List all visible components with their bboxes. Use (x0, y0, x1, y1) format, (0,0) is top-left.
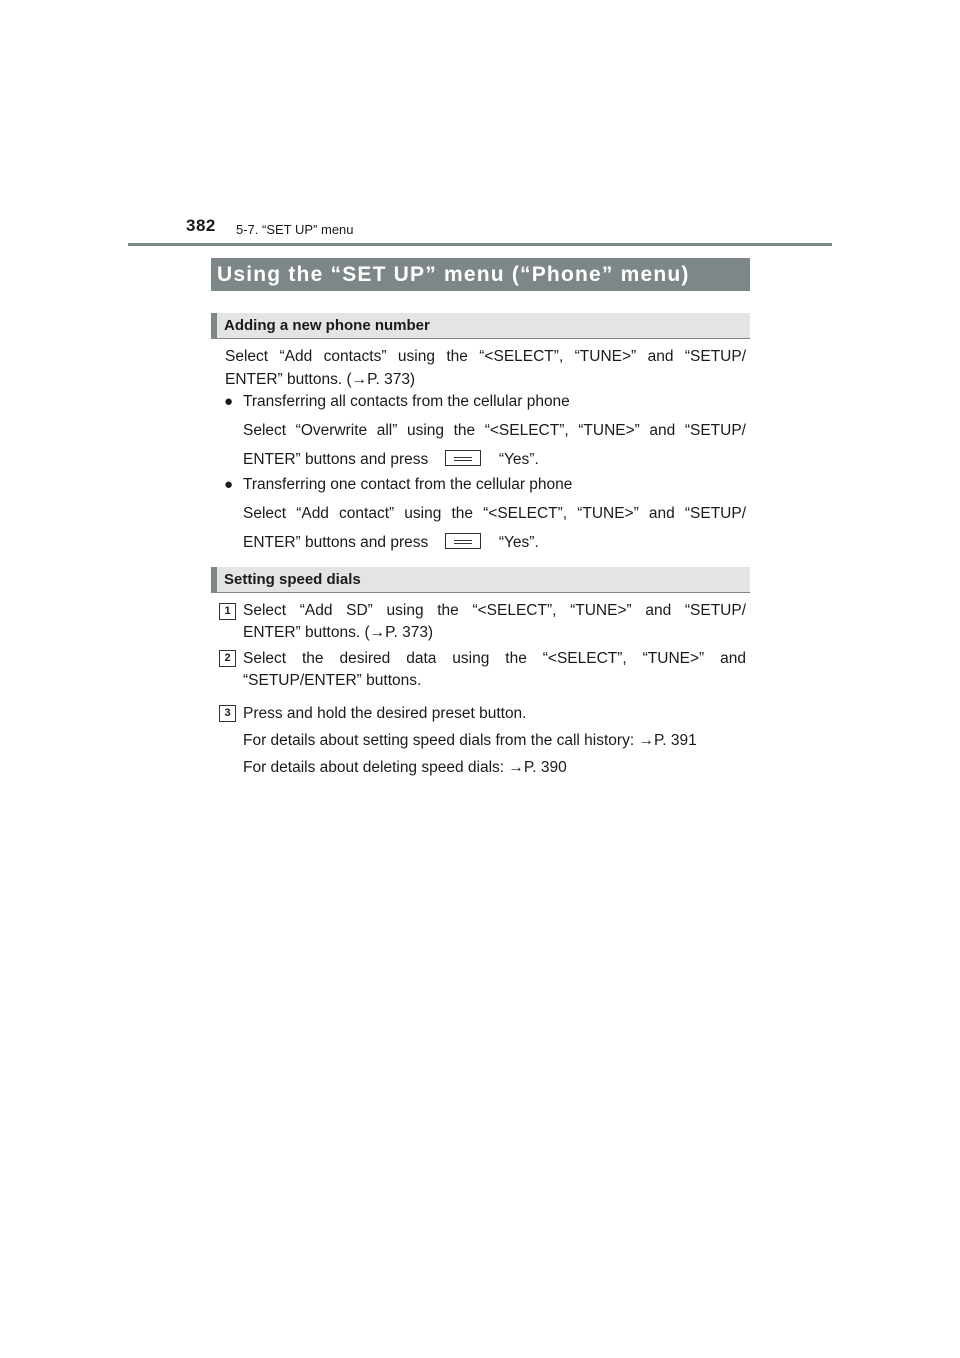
bullet-icon: ● (224, 476, 234, 493)
bullet-one-line2 (243, 532, 539, 554)
section-title: Using the “SET UP” menu (“Phone” menu) (211, 258, 750, 291)
bullet-all-line2 (243, 449, 539, 471)
bullet-title-all: Transferring all contacts from the cellular phone (243, 393, 570, 410)
step-number-1: 1 (219, 603, 236, 620)
bullet-icon: ● (224, 393, 234, 410)
bullet-one-line1: Select “Add contact” using the “<SELECT”, “TUNE>” and “SETUP/ (243, 505, 746, 522)
phone-hangup-button-icon (445, 450, 481, 466)
adding-intro-line1: Select “Add contacts” using the “<SELECT”, “TUNE>” and “SETUP/ (225, 348, 746, 365)
step-number-2: 2 (219, 650, 236, 667)
step-1-line1: Select “Add SD” using the “<SELECT”, “TUNE>” and “SETUP/ (243, 602, 746, 619)
step-number-3: 3 (219, 705, 236, 722)
bullet-one-line2-text: ENTER” buttons and press (243, 534, 429, 551)
bullet-one-yes: “Yes”. (498, 534, 539, 551)
step-3-note-deleting: For details about deleting speed dials: →P. 390 (243, 759, 567, 776)
step-1-line2: ENTER” buttons. (→P. 373) (243, 624, 434, 641)
bullet-all-line1: Select “Overwrite all” using the “<SELECT”, “TUNE>” and “SETUP/ (243, 422, 746, 439)
bullet-title-one: Transferring one contact from the cellular phone (243, 476, 573, 493)
step-2-line1: Select the desired data using the “<SELECT”, “TUNE>” and (243, 650, 746, 667)
bullet-all-yes: “Yes”. (498, 451, 539, 468)
page-number: 382 (186, 216, 216, 235)
subsection-heading-adding: Adding a new phone number (211, 313, 750, 339)
step-3-line1: Press and hold the desired preset button. (243, 705, 527, 722)
bullet-all-line2-text: ENTER” buttons and press (243, 451, 429, 468)
step-3-note-call-history: For details about setting speed dials from the call history: →P. 391 (243, 732, 697, 749)
phone-hangup-button-icon (445, 533, 481, 549)
header-divider (128, 243, 832, 246)
subsection-heading-speed-dials: Setting speed dials (211, 567, 750, 593)
adding-intro-line2: ENTER” buttons. (→P. 373) (225, 371, 416, 388)
section-breadcrumb: 5-7. “SET UP” menu (236, 222, 354, 237)
step-2-line2: “SETUP/ENTER” buttons. (243, 672, 422, 689)
